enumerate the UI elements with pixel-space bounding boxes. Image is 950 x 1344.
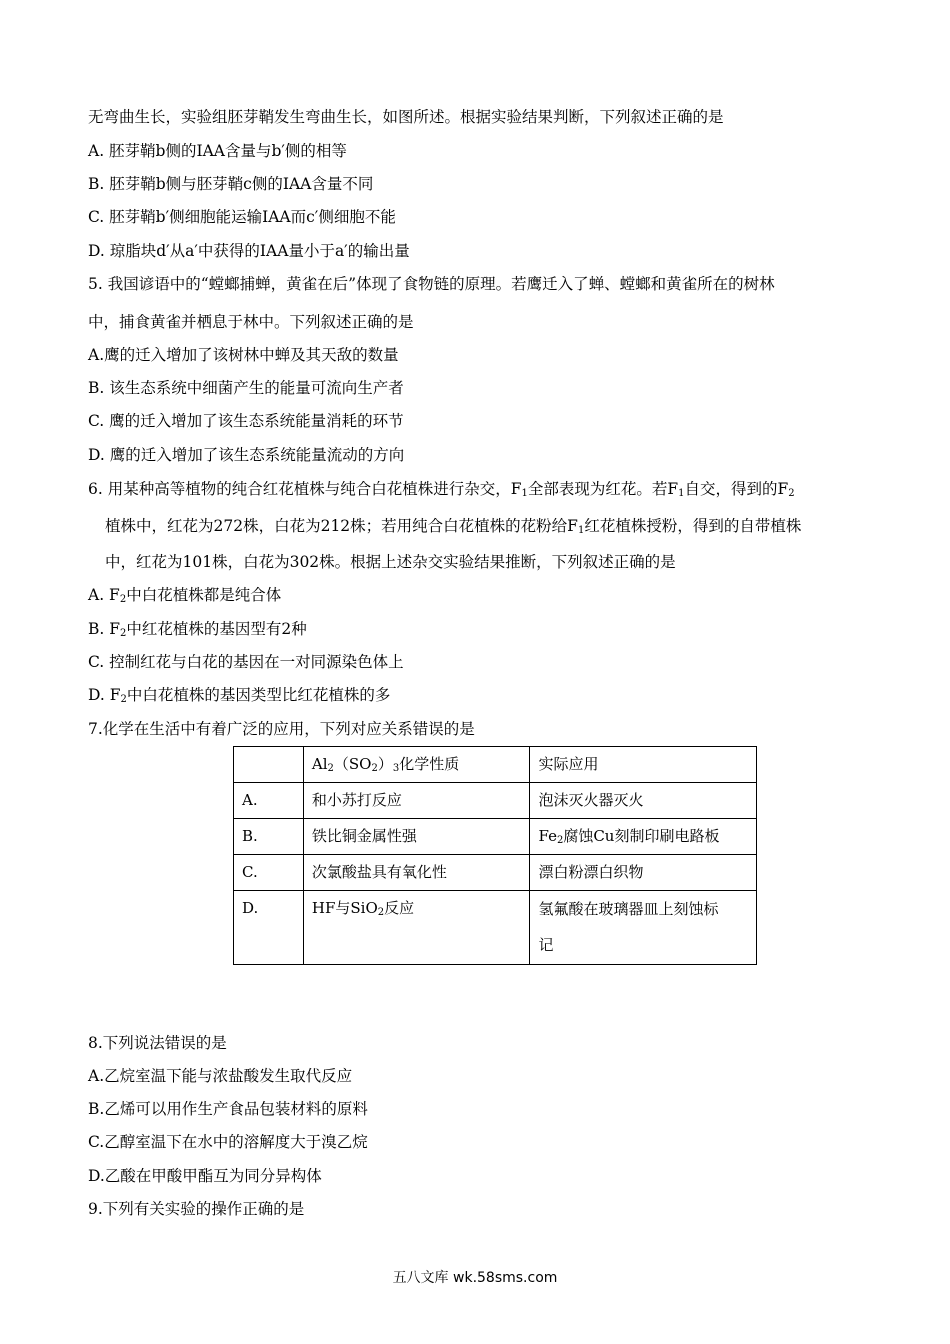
- question-5-stem: 5. 我国谚语中的“螳螂捕蝉，黄雀在后”体现了食物链的原理。若鹰迁入了蝉、螳螂和黄雀所在的树林: [88, 275, 775, 293]
- table-cell-property: 次氯酸盐具有氧化性: [303, 855, 530, 891]
- question-5-option-b: B. 该生态系统中细菌产生的能量可流向生产者: [88, 379, 404, 397]
- question-6-stem: 6. 用某种高等植物的纯合红花植株与纯合白花植株进行杂交，$F_1$全部表现为红花。若$F_1$自交，得到的$F_2$: [88, 480, 795, 499]
- question-8-option-b: B.乙烯可以用作生产食品包装材料的原料: [88, 1100, 368, 1118]
- table-cell-application: 氢氟酸在玻璃器皿上刻蚀标 记: [530, 891, 757, 965]
- question-8-stem: 8.下列说法错误的是: [88, 1034, 227, 1052]
- table-row: [234, 783, 757, 819]
- table-cell-application: $Fe_2$腐蚀Cu刻制印刷电路板: [530, 819, 757, 855]
- question-7-stem: 7.化学在生活中有着广泛的应用，下列对应关系错误的是: [88, 720, 475, 738]
- table-cell-application: 泡沫灭火器灭火: [530, 783, 757, 819]
- question-5-option-a: A.鹰的迁入增加了该树林中蝉及其天敌的数量: [88, 346, 399, 364]
- question-6-option-c: C. 控制红花与白花的基因在一对同源染色体上: [88, 653, 404, 671]
- table-row-label: C.: [234, 855, 304, 891]
- question-7-table: [233, 746, 757, 964]
- footer-watermark: 五八文库 wk.58sms.com: [392, 1270, 558, 1286]
- table-cell-property: HF与SiO$_2$反应: [303, 891, 530, 965]
- table-cell-property: 和小苏打反应: [303, 783, 530, 819]
- table-header-property: $Al_2(SO_2)_3$化学性质: [303, 747, 530, 783]
- table-header-row: [234, 747, 757, 783]
- question-5-stem-cont: 中，捕食黄雀并栖息于林中。下列叙述正确的是: [88, 313, 414, 331]
- question-4-option-d: D. 琼脂块d′从a′中获得的IAA量小于a′的输出量: [88, 242, 410, 260]
- table-row: [234, 891, 757, 965]
- question-4-option-b: B. 胚芽鞘b侧与胚芽鞘c侧的IAA含量不同: [88, 175, 374, 193]
- table-cell-empty: [234, 747, 304, 783]
- question-6-stem-cont-2: 中，红花为101株，白花为302株。根据上述杂交实验结果推断，下列叙述正确的是: [105, 553, 676, 571]
- question-9-stem: 9.下列有关实验的操作正确的是: [88, 1200, 305, 1218]
- question-6-option-d: D. $F_2$中白花植株的基因类型比红花植株的多: [88, 686, 391, 705]
- question-6-option-b: B. $F_2$中红花植株的基因型有2种: [88, 620, 307, 639]
- table-row: [234, 855, 757, 891]
- table-cell-property: 铁比铜金属性强: [303, 819, 530, 855]
- question-8-option-d: D.乙酸在甲酸甲酯互为同分异构体: [88, 1167, 322, 1185]
- question-8-option-c: C.乙醇室温下在水中的溶解度大于溴乙烷: [88, 1133, 368, 1151]
- question-4-option-a: A. 胚芽鞘b侧的IAA含量与b′侧的相等: [88, 142, 347, 160]
- table-row-label: D.: [234, 891, 304, 965]
- question-6-option-a: A. $F_2$中白花植株都是纯合体: [88, 586, 282, 605]
- table-header-application: 实际应用: [530, 747, 757, 783]
- question-8-option-a: A.乙烷室温下能与浓盐酸发生取代反应: [88, 1067, 353, 1085]
- question-5-option-c: C. 鹰的迁入增加了该生态系统能量消耗的环节: [88, 412, 404, 430]
- question-4-stem-tail: 无弯曲生长，实验组胚芽鞘发生弯曲生长，如图所述。根据实验结果判断，下列叙述正确的是: [88, 108, 724, 126]
- table-row-label: A.: [234, 783, 304, 819]
- question-4-option-c: C. 胚芽鞘b′侧细胞能运输IAA而c′侧细胞不能: [88, 208, 396, 226]
- question-6-stem-cont-1: 植株中，红花为272株，白花为212株；若用纯合白花植株的花粉给$F_1$红花植株授粉，得到的自带植株: [105, 517, 802, 536]
- table-row: [234, 819, 757, 855]
- question-5-option-d: D. 鹰的迁入增加了该生态系统能量流动的方向: [88, 446, 405, 464]
- table-cell-application: 漂白粉漂白织物: [530, 855, 757, 891]
- table-row-label: B.: [234, 819, 304, 855]
